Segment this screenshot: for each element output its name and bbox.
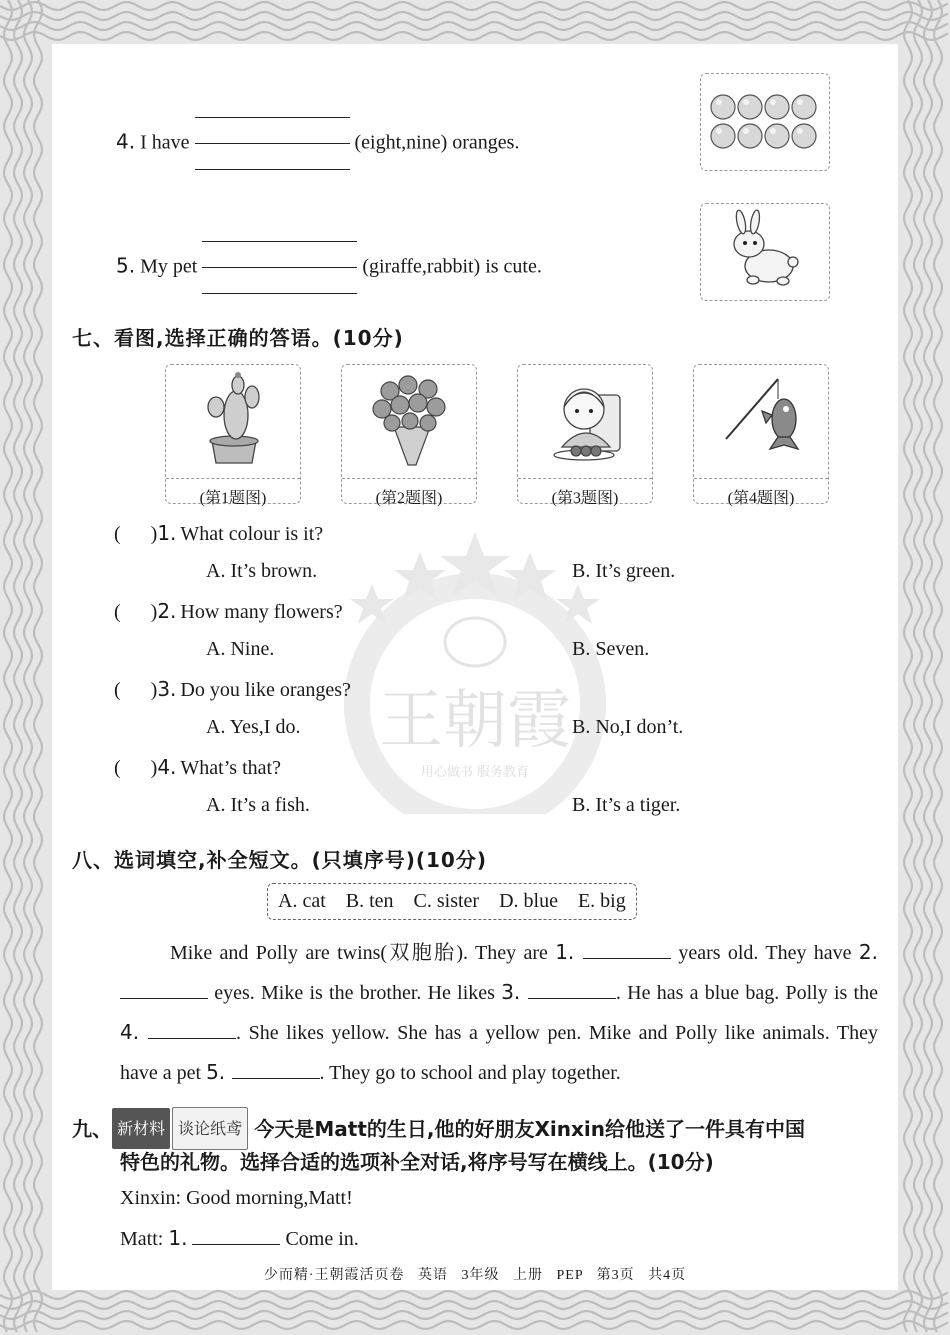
option-a: A. It’s a fish. — [206, 794, 310, 816]
section-8-title: 八、选词填空,补全短文。(只填序号)(10分) — [72, 848, 487, 872]
dialog-line-2: Matt: 1. Come in. — [120, 1226, 359, 1250]
picture-card-1 — [165, 364, 301, 507]
answer-parens[interactable]: ( ) — [114, 757, 158, 779]
blank-number: 5. — [206, 1060, 232, 1084]
option-b: B. It’s a tiger. — [572, 794, 681, 816]
cactus-icon — [166, 365, 300, 473]
answer-lines[interactable] — [202, 233, 357, 293]
dialog-line-1: Xinxin: Good morning,Matt! — [120, 1187, 353, 1209]
question-text: Do you like oranges? — [180, 679, 351, 701]
passage-text: . He has a blue bag. Polly is the — [615, 982, 878, 1004]
blank-number: 3. — [501, 980, 528, 1004]
passage-text: eyes. Mike is the brother. He likes — [208, 982, 502, 1004]
passage — [120, 933, 878, 1093]
blank-number: 1. — [555, 940, 583, 964]
fill-item-5 — [116, 238, 542, 298]
picture-caption-1: (第1题图) — [166, 478, 300, 508]
new-material-tag: 新材料 — [112, 1108, 170, 1149]
fill-item-4 — [116, 114, 519, 174]
question-3: ( )3. Do you like oranges? — [114, 677, 351, 701]
question-text: What’s that? — [180, 757, 281, 779]
item-text-after: (giraffe,rabbit) is cute. — [362, 255, 542, 278]
watermark-brand: 王朝霞 — [379, 684, 571, 758]
option-b: B. No,I don’t. — [572, 716, 684, 738]
section-9-line2: 特色的礼物。选择合适的选项补全对话,将序号写在横线上。(10分) — [120, 1150, 714, 1174]
answer-blank[interactable] — [232, 1062, 320, 1079]
section-7-title: 七、看图,选择正确的答语。(10分) — [72, 326, 404, 350]
oranges-icon — [700, 73, 830, 171]
word-bank: A. cat B. ten C. sister D. blue E. big — [267, 883, 637, 920]
passage-text: . She likes yellow. She has a yellow pen. Mike and Polly like animals. They have a pet — [120, 1022, 878, 1084]
answer-blank[interactable] — [120, 982, 208, 999]
passage-text: . They go to school and play together. — [319, 1062, 621, 1084]
section-9-header — [72, 1107, 882, 1150]
picture-caption-4: (第4题图) — [694, 478, 828, 508]
section-9-number: 九、 — [72, 1117, 112, 1141]
answer-blank[interactable] — [192, 1228, 280, 1245]
passage-text: Mike and Polly are twins(双胞胎). They are — [170, 942, 556, 964]
topic-tag: 谈论纸鸢 — [172, 1107, 248, 1150]
picture-card-3 — [517, 364, 653, 507]
blank-number: 4. — [120, 1020, 149, 1044]
question-text: What colour is it? — [180, 523, 324, 545]
item-number: 5. — [116, 253, 136, 278]
answer-blank[interactable] — [528, 982, 616, 999]
passage-text: years old. They have — [670, 942, 859, 964]
picture-caption-3: (第3题图) — [518, 478, 652, 508]
blank-number: 2. — [858, 940, 878, 964]
fish-lantern-icon — [694, 365, 828, 473]
answer-parens[interactable]: ( ) — [114, 679, 158, 701]
girl-icon — [518, 365, 652, 473]
question-1: ( )1. What colour is it? — [114, 521, 324, 545]
option-a: A. Yes,I do. — [206, 716, 301, 738]
question-4: ( )4. What’s that? — [114, 755, 281, 779]
section-9-line1: 今天是Matt的生日,他的好朋友Xinxin给他送了一件具有中国 — [254, 1117, 806, 1141]
flowers-icon — [342, 365, 476, 473]
option-b: B. Seven. — [572, 638, 650, 660]
answer-blank[interactable] — [148, 1022, 236, 1039]
option-b: B. It’s green. — [572, 560, 676, 582]
answer-blank[interactable] — [583, 942, 671, 959]
item-number: 4. — [116, 129, 136, 154]
item-text-after: (eight,nine) oranges. — [354, 131, 520, 154]
rabbit-icon — [700, 203, 830, 301]
watermark-slogan: 用心做书 服务教育 — [420, 765, 530, 780]
picture-card-4 — [693, 364, 829, 507]
picture-caption-2: (第2题图) — [342, 478, 476, 508]
picture-card-2 — [341, 364, 477, 507]
answer-parens[interactable]: ( ) — [114, 523, 158, 545]
answer-lines[interactable] — [195, 109, 350, 169]
question-text: How many flowers? — [180, 601, 343, 623]
question-2: ( )2. How many flowers? — [114, 599, 343, 623]
option-a: A. It’s brown. — [206, 560, 318, 582]
item-text-before: I have — [140, 131, 190, 154]
page-footer: 少而精·王朝霞活页卷 英语 3年级 上册 PEP 第3页 共4页 — [263, 1268, 687, 1283]
item-text-before: My pet — [140, 255, 198, 278]
answer-parens[interactable]: ( ) — [114, 601, 158, 623]
worksheet-page — [52, 44, 898, 1290]
option-a: A. Nine. — [206, 638, 275, 660]
